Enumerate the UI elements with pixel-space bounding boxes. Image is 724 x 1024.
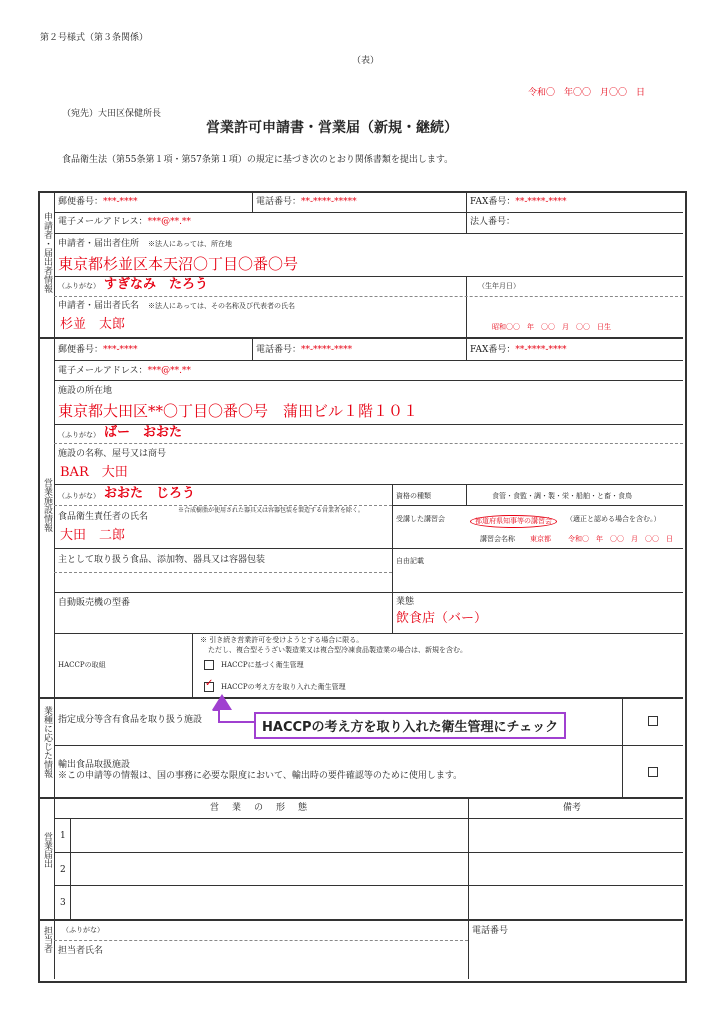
course-note: （適正と認める場合を含む。）: [566, 515, 661, 523]
export-facility-note: ※この申請等の情報は、国の事務に必要な限度において、輸出時の要件確認等のために使用します。: [58, 771, 463, 781]
haccp-option-2-checkbox[interactable]: ✓: [204, 682, 214, 692]
applicant-name-label: 申請者・届出者氏名 ※法人にあっては、その名称及び代表者の氏名: [58, 301, 295, 311]
haccp-option-1[interactable]: HACCPに基づく衛生管理: [204, 660, 304, 670]
business-type-value: 飲食店（バー）: [396, 611, 488, 626]
applicant-phone: 電話番号：**-****-*****: [256, 197, 357, 207]
qualification-options: 食管・食監・調・製・栄・船舶・と畜・食鳥: [492, 492, 632, 500]
facility-location-label: 施設の所在地: [58, 386, 113, 396]
designated-ingredient-checkbox[interactable]: [648, 716, 658, 726]
facility-postal: 郵便番号：***-****: [58, 345, 138, 355]
facility-furigana-label: （ふりがな）: [58, 431, 100, 439]
industry-section-label: 業種に応じた情報: [42, 706, 52, 778]
applicant-postal: 郵便番号：***-****: [58, 197, 138, 207]
page-title: 営業許可申請書・営業届（新規・継続）: [206, 120, 458, 136]
business-type-label: 業態: [396, 597, 415, 607]
course-value: 都道府県知事等の講習会: [470, 515, 557, 528]
vending-machine-label: 自動販売機の型番: [58, 598, 131, 608]
callout-arrow-icon: [200, 692, 260, 728]
applicant-address-value: 東京都杉並区本天沼〇丁目〇番〇号: [58, 255, 299, 273]
manager-note: ※合成樹脂が使用された器具又は容器包装を製造する営業者を除く。: [178, 507, 364, 514]
contact-name-label: 担当者氏名: [58, 946, 104, 956]
applicant-address-label: 申請者・届出者住所 ※法人にあっては、所在地: [58, 239, 232, 249]
manager-name-value: 大田 二郎: [60, 528, 126, 543]
facility-email: 電子メールアドレス：***@**.**: [58, 366, 191, 376]
manager-name-label: 食品衛生責任者の氏名: [58, 512, 149, 522]
applicant-furigana-value: すぎなみ たろう: [104, 277, 209, 292]
shop-name-value: BAR 大田: [60, 465, 128, 480]
qualification-label: 資格の種類: [396, 492, 431, 500]
birth-date-value: 昭和〇〇 年 〇〇 月 〇〇 日生: [492, 323, 611, 331]
facility-phone: 電話番号：**-****-****: [256, 345, 353, 355]
contact-section-label: 担当者: [42, 926, 52, 953]
export-facility-checkbox[interactable]: [648, 767, 658, 777]
remarks-header: 備考: [563, 803, 582, 813]
shop-name-label: 施設の名称、屋号又は商号: [58, 449, 167, 459]
business-row-3: 3: [60, 898, 66, 908]
applicant-furigana-label: （ふりがな）: [58, 282, 100, 290]
facility-furigana-value: ばー おおた: [104, 425, 183, 440]
haccp-option-1-checkbox[interactable]: [204, 660, 214, 670]
form-side: （表）: [352, 56, 380, 66]
addressee: （宛先）大田区保健所長: [62, 109, 162, 119]
designated-ingredient-label: 指定成分等含有食品を取り扱う施設: [58, 715, 203, 725]
facility-location-value: 東京都大田区**〇丁目〇番〇号 蒲田ビル１階１０１: [58, 402, 419, 420]
haccp-option-2[interactable]: ✓ HACCPの考え方を取り入れた衛生管理: [205, 678, 346, 691]
free-entry-label: 自由記載: [396, 557, 424, 565]
course-label: 受講した講習会: [396, 515, 445, 523]
manager-furigana-label: （ふりがな）: [58, 492, 100, 500]
haccp-note-2: ただし、複合型そうざい製造業又は複合型冷凍食品製造業の場合は、新規を含む。: [208, 646, 467, 654]
form-number: 第２号様式（第３条関係）: [40, 33, 149, 43]
course-name-label: 講習会名称: [480, 535, 515, 543]
birth-date-label: （生年月日）: [478, 282, 520, 290]
business-form-header: 営 業 の 形 態: [210, 803, 310, 813]
export-facility-label: 輸出食品取扱施設: [58, 760, 131, 770]
haccp-note-1: ※ 引き続き営業許可を受けようとする場合に限る。: [200, 636, 364, 644]
course-name-value: 東京都: [530, 535, 551, 543]
applicant-section-label: 申請者・届出者情報: [42, 212, 52, 293]
business-row-2: 2: [60, 865, 66, 875]
facility-section-label: 営業施設情報: [42, 478, 52, 532]
contact-furigana-label: （ふりがな）: [62, 926, 104, 934]
business-row-1: 1: [60, 831, 66, 841]
course-date: 令和〇 年 〇〇 月 〇〇 日: [568, 535, 673, 543]
intro-text: 食品衛生法（第55条第１項・第57条第１項）の規定に基づき次のとおり関係書類を提出します。: [62, 155, 454, 165]
submission-date: 令和〇 年〇〇 月〇〇 日: [528, 88, 646, 98]
facility-fax: FAX番号：**-****-****: [470, 345, 567, 355]
applicant-email: 電子メールアドレス：***@**.**: [58, 217, 191, 227]
applicant-corp-number: 法人番号：: [470, 217, 516, 227]
business-section-label: 営業届出: [42, 832, 52, 868]
manager-furigana-value: おおた じろう: [104, 486, 196, 501]
main-food-label: 主として取り扱う食品、添加物、器具又は容器包装: [58, 555, 266, 565]
applicant-name-value: 杉並 太郎: [60, 317, 126, 332]
haccp-callout: HACCPの考え方を取り入れた衛生管理にチェック: [254, 712, 566, 739]
haccp-label: HACCPの取組: [58, 661, 106, 669]
contact-phone-label: 電話番号: [472, 926, 509, 936]
applicant-fax: FAX番号：**-****-****: [470, 197, 567, 207]
